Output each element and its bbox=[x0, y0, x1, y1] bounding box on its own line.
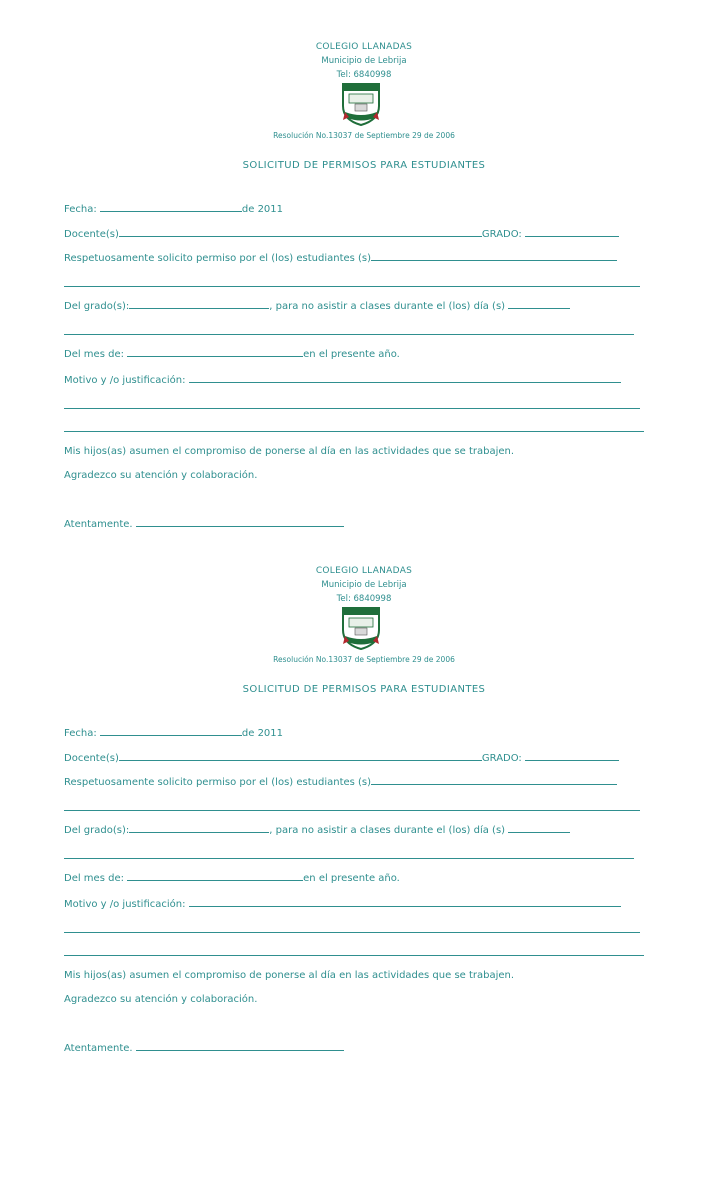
grado-label: GRADO: bbox=[481, 229, 522, 240]
mes-field[interactable] bbox=[127, 346, 303, 357]
school-name: COLEGIO LLANADAS bbox=[315, 566, 413, 576]
motivo-line bbox=[64, 896, 621, 910]
fecha-label: Fecha: bbox=[64, 204, 97, 215]
resolution-text: Resolución No.13037 de Septiembre 29 de 2006 bbox=[273, 655, 455, 664]
form-title: SOLICITUD DE PERMISOS PARA ESTUDIANTES bbox=[242, 160, 486, 171]
form-title: SOLICITUD DE PERMISOS PARA ESTUDIANTES bbox=[242, 684, 486, 695]
estudiantes-line bbox=[64, 774, 617, 788]
blank-line[interactable] bbox=[64, 334, 634, 335]
grado-label: GRADO: bbox=[481, 753, 522, 764]
mes-suffix: en el presente año. bbox=[303, 349, 400, 360]
school-crest-icon bbox=[341, 606, 381, 650]
grado-field[interactable] bbox=[525, 226, 619, 237]
atentamente-label: Atentamente. bbox=[64, 1043, 133, 1054]
respetuosamente-text: Respetuosamente solicito permiso por el (los) estudiantes (s) bbox=[64, 777, 372, 788]
estudiantes-line bbox=[64, 250, 617, 264]
blank-line[interactable] bbox=[64, 955, 644, 956]
permission-form-1 bbox=[0, 0, 728, 530]
mes-label: Del mes de: bbox=[64, 349, 124, 360]
motivo-label: Motivo y /o justificación: bbox=[64, 899, 186, 910]
telephone: Tel: 6840998 bbox=[336, 594, 392, 604]
permission-form-2 bbox=[0, 524, 728, 1054]
municipality: Municipio de Lebrija bbox=[321, 580, 407, 590]
form-header bbox=[0, 40, 728, 82]
del-grado-field[interactable] bbox=[129, 822, 269, 833]
fecha-suffix: de 2011 bbox=[241, 204, 284, 215]
school-name: COLEGIO LLANADAS bbox=[315, 42, 413, 52]
fecha-line bbox=[64, 201, 283, 215]
del-grado-field[interactable] bbox=[129, 298, 269, 309]
docente-field[interactable] bbox=[119, 750, 482, 761]
grado-field[interactable] bbox=[525, 750, 619, 761]
atentamente-label: Atentamente. bbox=[64, 519, 133, 530]
motivo-line bbox=[64, 372, 621, 386]
resolution-text: Resolución No.13037 de Septiembre 29 de 2006 bbox=[273, 131, 455, 140]
mes-field[interactable] bbox=[127, 870, 303, 881]
del-grado-label: Del grado(s): bbox=[64, 825, 130, 836]
grado-dias-line bbox=[64, 822, 570, 836]
compromiso-text: Mis hijos(as) asumen el compromiso de ponerse al día en las actividades que se trabajen. bbox=[64, 446, 515, 457]
mes-line bbox=[64, 346, 400, 360]
fecha-label: Fecha: bbox=[64, 728, 97, 739]
form-header bbox=[0, 564, 728, 606]
blank-line[interactable] bbox=[64, 431, 644, 432]
mes-line bbox=[64, 870, 400, 884]
del-grado-label: Del grado(s): bbox=[64, 301, 130, 312]
fecha-line bbox=[64, 725, 283, 739]
fecha-suffix: de 2011 bbox=[241, 728, 284, 739]
grado-dias-line bbox=[64, 298, 570, 312]
blank-line[interactable] bbox=[64, 810, 640, 811]
agradezco-text: Agradezco su atención y colaboración. bbox=[64, 994, 258, 1005]
fecha-field[interactable] bbox=[100, 201, 242, 212]
firma-field[interactable] bbox=[136, 1040, 344, 1051]
atentamente-line bbox=[64, 1040, 344, 1054]
blank-line[interactable] bbox=[64, 858, 634, 859]
respetuosamente-text: Respetuosamente solicito permiso por el (los) estudiantes (s) bbox=[64, 253, 372, 264]
school-crest-icon bbox=[341, 82, 381, 126]
motivo-label: Motivo y /o justificación: bbox=[64, 375, 186, 386]
dias-field[interactable] bbox=[508, 822, 570, 833]
mes-suffix: en el presente año. bbox=[303, 873, 400, 884]
docente-label: Docente(s) bbox=[64, 229, 119, 240]
estudiantes-field[interactable] bbox=[371, 774, 617, 785]
municipality: Municipio de Lebrija bbox=[321, 56, 407, 66]
compromiso-text: Mis hijos(as) asumen el compromiso de ponerse al día en las actividades que se trabajen. bbox=[64, 970, 515, 981]
motivo-field[interactable] bbox=[189, 372, 621, 383]
blank-line[interactable] bbox=[64, 932, 640, 933]
docente-line bbox=[64, 226, 619, 240]
telephone: Tel: 6840998 bbox=[336, 70, 392, 80]
para-no-asistir-text: , para no asistir a clases durante el (los) día (s) bbox=[269, 825, 506, 836]
para-no-asistir-text: , para no asistir a clases durante el (los) día (s) bbox=[269, 301, 506, 312]
docente-label: Docente(s) bbox=[64, 753, 119, 764]
blank-line[interactable] bbox=[64, 408, 640, 409]
dias-field[interactable] bbox=[508, 298, 570, 309]
agradezco-text: Agradezco su atención y colaboración. bbox=[64, 470, 258, 481]
blank-line[interactable] bbox=[64, 286, 640, 287]
docente-field[interactable] bbox=[119, 226, 482, 237]
estudiantes-field[interactable] bbox=[371, 250, 617, 261]
docente-line bbox=[64, 750, 619, 764]
motivo-field[interactable] bbox=[189, 896, 621, 907]
mes-label: Del mes de: bbox=[64, 873, 124, 884]
fecha-field[interactable] bbox=[100, 725, 242, 736]
